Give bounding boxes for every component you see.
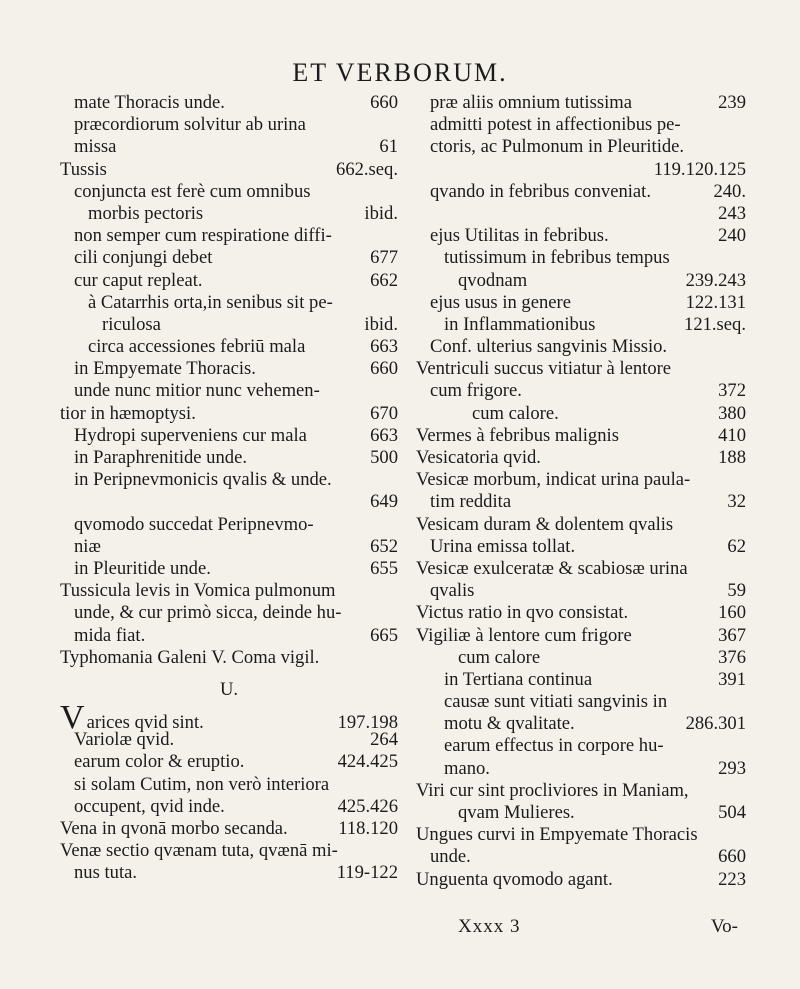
index-entry [416, 425, 746, 447]
entry-text: in Tertiana continua [444, 668, 593, 690]
entry-text: tior in hæmoptysi. [60, 402, 196, 424]
index-entry [60, 729, 398, 751]
index-entry [60, 796, 398, 818]
index-entry [60, 136, 398, 158]
entry-text: qvomodo succedat Peripnevmo- [74, 513, 314, 535]
entry-text: ejus Utilitas in febribus. [430, 225, 609, 247]
index-entry [416, 780, 746, 802]
index-entry [60, 270, 398, 292]
page-reference: 61 [379, 136, 398, 158]
entry-text: mida fiat. [74, 624, 146, 646]
page-reference: ibid. [364, 202, 398, 224]
index-entry [60, 336, 398, 358]
page-reference: 660 [370, 358, 398, 380]
page-reference: 119-122 [336, 862, 398, 884]
index-entry [60, 403, 398, 425]
index-entry [60, 292, 398, 314]
entry-text: Ungues curvi in Empyemate Thoracis [416, 824, 698, 846]
page-reference: 670 [370, 402, 398, 424]
entry-text: Ventriculi succus vitiatur à lentore [416, 358, 672, 380]
index-entry [60, 358, 398, 380]
catchword: Vo- [710, 916, 738, 937]
entry-text: earum effectus in corpore hu- [444, 735, 664, 757]
index-entry [416, 292, 746, 314]
index-entry [60, 247, 398, 269]
page-reference: 59 [727, 580, 746, 602]
signature-mark: Xxxx 3 [458, 916, 521, 937]
page-reference: 380 [718, 402, 746, 424]
entry-text: morbis pectoris [88, 202, 204, 224]
index-entry [416, 469, 746, 491]
entry-text: Typhomania Galeni V. Coma vigil. [60, 646, 320, 668]
entry-text: Urina emissa tollat. [430, 535, 576, 557]
index-entry [416, 114, 746, 136]
index-entry [416, 491, 746, 513]
entry-text: qvam Mulieres. [458, 802, 575, 823]
entry-text: qvalis [430, 580, 475, 602]
entry-text: riculosa [102, 313, 161, 335]
entry-text: cum frigore. [430, 380, 522, 402]
index-entry [416, 558, 746, 580]
entry-text: unde nunc mitior nunc vehemen- [74, 380, 320, 402]
index-entry [416, 735, 746, 757]
index-entry [60, 225, 398, 247]
index-entry [60, 469, 398, 491]
page-reference: 425.426 [337, 795, 398, 817]
page-reference: 223 [718, 868, 746, 890]
running-header: ET VERBORUM. [292, 58, 508, 87]
page-reference: 663 [370, 336, 398, 358]
index-entry [416, 669, 746, 691]
entry-text: circa accessiones febriū mala [88, 336, 306, 358]
page-reference: 665 [370, 624, 398, 646]
entry-text: causæ sunt vitiati sangvinis in [444, 691, 668, 713]
index-entry [416, 846, 746, 868]
index-entry [60, 380, 398, 402]
page-reference: 660 [718, 846, 746, 868]
page-reference: 376 [718, 646, 746, 668]
page-reference: 677 [370, 247, 398, 269]
page-reference: 197.198 [337, 712, 398, 734]
entry-text: tutissimum in febribus tempus [444, 247, 670, 269]
index-entry [60, 558, 398, 580]
index-entry [60, 862, 398, 884]
entry-text: niæ [74, 535, 101, 557]
entry-text: qvodnam [458, 269, 528, 291]
entry-text: Viri cur sint procliviores in Maniam, [416, 779, 689, 801]
page-reference: 239.243 [685, 269, 746, 291]
page-reference: 504 [718, 802, 746, 823]
index-entry [60, 514, 398, 536]
entry-text: Vesicæ morbum, indicat urina paula- [416, 469, 691, 491]
index-entry [416, 758, 746, 780]
entry-text: Tussicula levis in Vomica pulmonum [60, 580, 336, 602]
entry-text: admitti potest in affectionibus pe- [430, 114, 681, 136]
entry-text: mate Thoracis unde. [74, 92, 225, 113]
entry-text: si solam Cutim, non verò interiora [74, 773, 330, 795]
entry-text: nus tuta. [74, 862, 138, 884]
index-entry [60, 314, 398, 336]
entry-text: arices qvid sint. [86, 712, 204, 734]
index-entry [60, 425, 398, 447]
drop-cap: V [60, 699, 85, 737]
index-entry [416, 181, 746, 203]
index-entry [416, 247, 746, 269]
index-entry [416, 514, 746, 536]
page-reference: 188 [718, 447, 746, 468]
entry-text: Venæ sectio qvænam tuta, qvænā mi- [60, 840, 338, 862]
entry-text: Vesicatoria qvid. [416, 447, 541, 468]
index-entry [60, 114, 398, 136]
entry-text: non semper cum respiratione diffi- [74, 225, 332, 247]
entry-text: missa [74, 136, 117, 158]
index-entry [60, 536, 398, 558]
entry-text: Tussis [60, 158, 107, 180]
page-reference: 663 [370, 424, 398, 446]
entry-text: in Inflammationibus [444, 313, 596, 335]
index-entry [416, 225, 746, 247]
entry-text: Vena in qvonā morbo secanda. [60, 818, 288, 839]
entry-text: Vermes à febribus malignis [416, 424, 619, 446]
index-entry [416, 336, 746, 358]
right-column [416, 92, 746, 891]
index-entry [416, 647, 746, 669]
index-entry [416, 136, 746, 158]
index-entry [60, 818, 398, 840]
entry-text: Unguenta qvomodo agant. [416, 868, 613, 890]
entry-text: in Pleuritide unde. [74, 557, 211, 579]
page-reference: 662 [370, 269, 398, 291]
index-entry [416, 802, 746, 824]
page-reference: ibid. [364, 313, 398, 335]
index-entry [60, 699, 398, 737]
page-reference: 62 [727, 535, 746, 557]
page-reference: 410 [718, 424, 746, 446]
page-reference: 32 [727, 491, 746, 513]
index-entry [416, 447, 746, 469]
page-reference: 240. [713, 180, 746, 202]
entry-text: à Catarrhis orta,in senibus sit pe- [88, 291, 333, 313]
index-entry [60, 92, 398, 114]
index-entry [60, 159, 398, 181]
index-entry [416, 314, 746, 336]
entry-text: qvando in febribus conveniat. [430, 180, 652, 202]
index-entry [416, 92, 746, 114]
index-entry [416, 159, 746, 181]
index-entry [60, 580, 398, 602]
page-reference: 293 [718, 757, 746, 779]
page-reference: 239 [718, 92, 746, 113]
entry-text: ejus usus in genere [430, 291, 571, 313]
page-reference: 286.301 [685, 713, 746, 735]
page-reference: 240 [718, 225, 746, 247]
entry-text: Victus ratio in qvo consistat. [416, 602, 629, 624]
index-entry [416, 602, 746, 624]
index-entry [416, 580, 746, 602]
page-reference: 367 [718, 624, 746, 646]
entry-text: Vesicam duram & dolentem qvalis [416, 513, 674, 535]
page-reference: 652 [370, 535, 398, 557]
entry-text: unde, & cur primò sicca, deinde hu- [74, 602, 342, 624]
index-entry [60, 625, 398, 647]
index-entry [416, 824, 746, 846]
entry-text: præ aliis omnium tutissima [430, 92, 632, 113]
entry-text: cum calore [458, 646, 541, 668]
index-entry [416, 380, 746, 402]
page-reference: 122.131 [685, 291, 746, 313]
page-reference: 121.seq. [684, 313, 746, 335]
index-entry [60, 647, 398, 669]
index-entry [60, 491, 398, 513]
page-reference: 160 [718, 602, 746, 624]
entry-text: Hydropi superveniens cur mala [74, 424, 307, 446]
entry-text: in Paraphrenitide unde. [74, 447, 247, 468]
entry-text: in Empyemate Thoracis. [74, 358, 256, 380]
entry-text: earum color & eruptio. [74, 751, 245, 773]
entry-text: in Peripnevmonicis qvalis & unde. [74, 469, 332, 491]
index-entry [416, 869, 746, 891]
page-reference: 118.120 [338, 818, 398, 839]
entry-text: Vesicæ exulceratæ & scabiosæ urina [416, 557, 688, 579]
index-entry [60, 840, 398, 862]
entry-text: unde. [430, 846, 471, 868]
page-reference: 264 [370, 729, 398, 751]
entry-text: U. [219, 678, 239, 700]
entry-text: ctoris, ac Pulmonum in Pleuritide. [430, 136, 685, 158]
entry-text: conjuncta est ferè cum omnibus [74, 180, 311, 202]
left-column [60, 92, 398, 885]
page-reference: 500 [370, 447, 398, 468]
index-entry [416, 536, 746, 558]
page-reference: 424.425 [337, 751, 398, 773]
entry-text: cili conjungi debet [74, 247, 213, 269]
index-entry [416, 691, 746, 713]
index-entry [416, 203, 746, 225]
entry-text: cum calore. [472, 402, 559, 424]
index-entry [60, 774, 398, 796]
entry-text: Vigiliæ à lentore cum frigore [416, 624, 632, 646]
entry-text: motu & qvalitate. [444, 713, 575, 735]
page-reference: 655 [370, 557, 398, 579]
page-reference: 243 [718, 202, 746, 224]
entry-text: tim reddita [430, 491, 512, 513]
entry-text: mano. [444, 757, 490, 779]
index-entry [60, 181, 398, 203]
page-reference: 391 [718, 668, 746, 690]
entry-text: præcordiorum solvitur ab urina [74, 114, 306, 136]
index-entry [416, 358, 746, 380]
index-entry [416, 713, 746, 735]
index-entry [416, 403, 746, 425]
index-entry [60, 602, 398, 624]
entry-text: Conf. ulterius sangvinis Missio. [430, 336, 668, 358]
entry-text: occupent, qvid inde. [74, 795, 225, 817]
page-reference: 649 [370, 491, 398, 513]
page-reference: 662.seq. [336, 158, 398, 180]
index-entry [416, 625, 746, 647]
index-entry [60, 447, 398, 469]
index-entry [60, 203, 398, 225]
page-reference: 660 [370, 92, 398, 113]
page-reference: 119.120.125 [653, 158, 746, 180]
index-entry [60, 751, 398, 773]
section-heading [60, 679, 398, 701]
entry-text: cur caput repleat. [74, 269, 203, 291]
page-reference: 372 [718, 380, 746, 402]
index-entry [416, 270, 746, 292]
entry-text: Variolæ qvid. [74, 729, 175, 751]
